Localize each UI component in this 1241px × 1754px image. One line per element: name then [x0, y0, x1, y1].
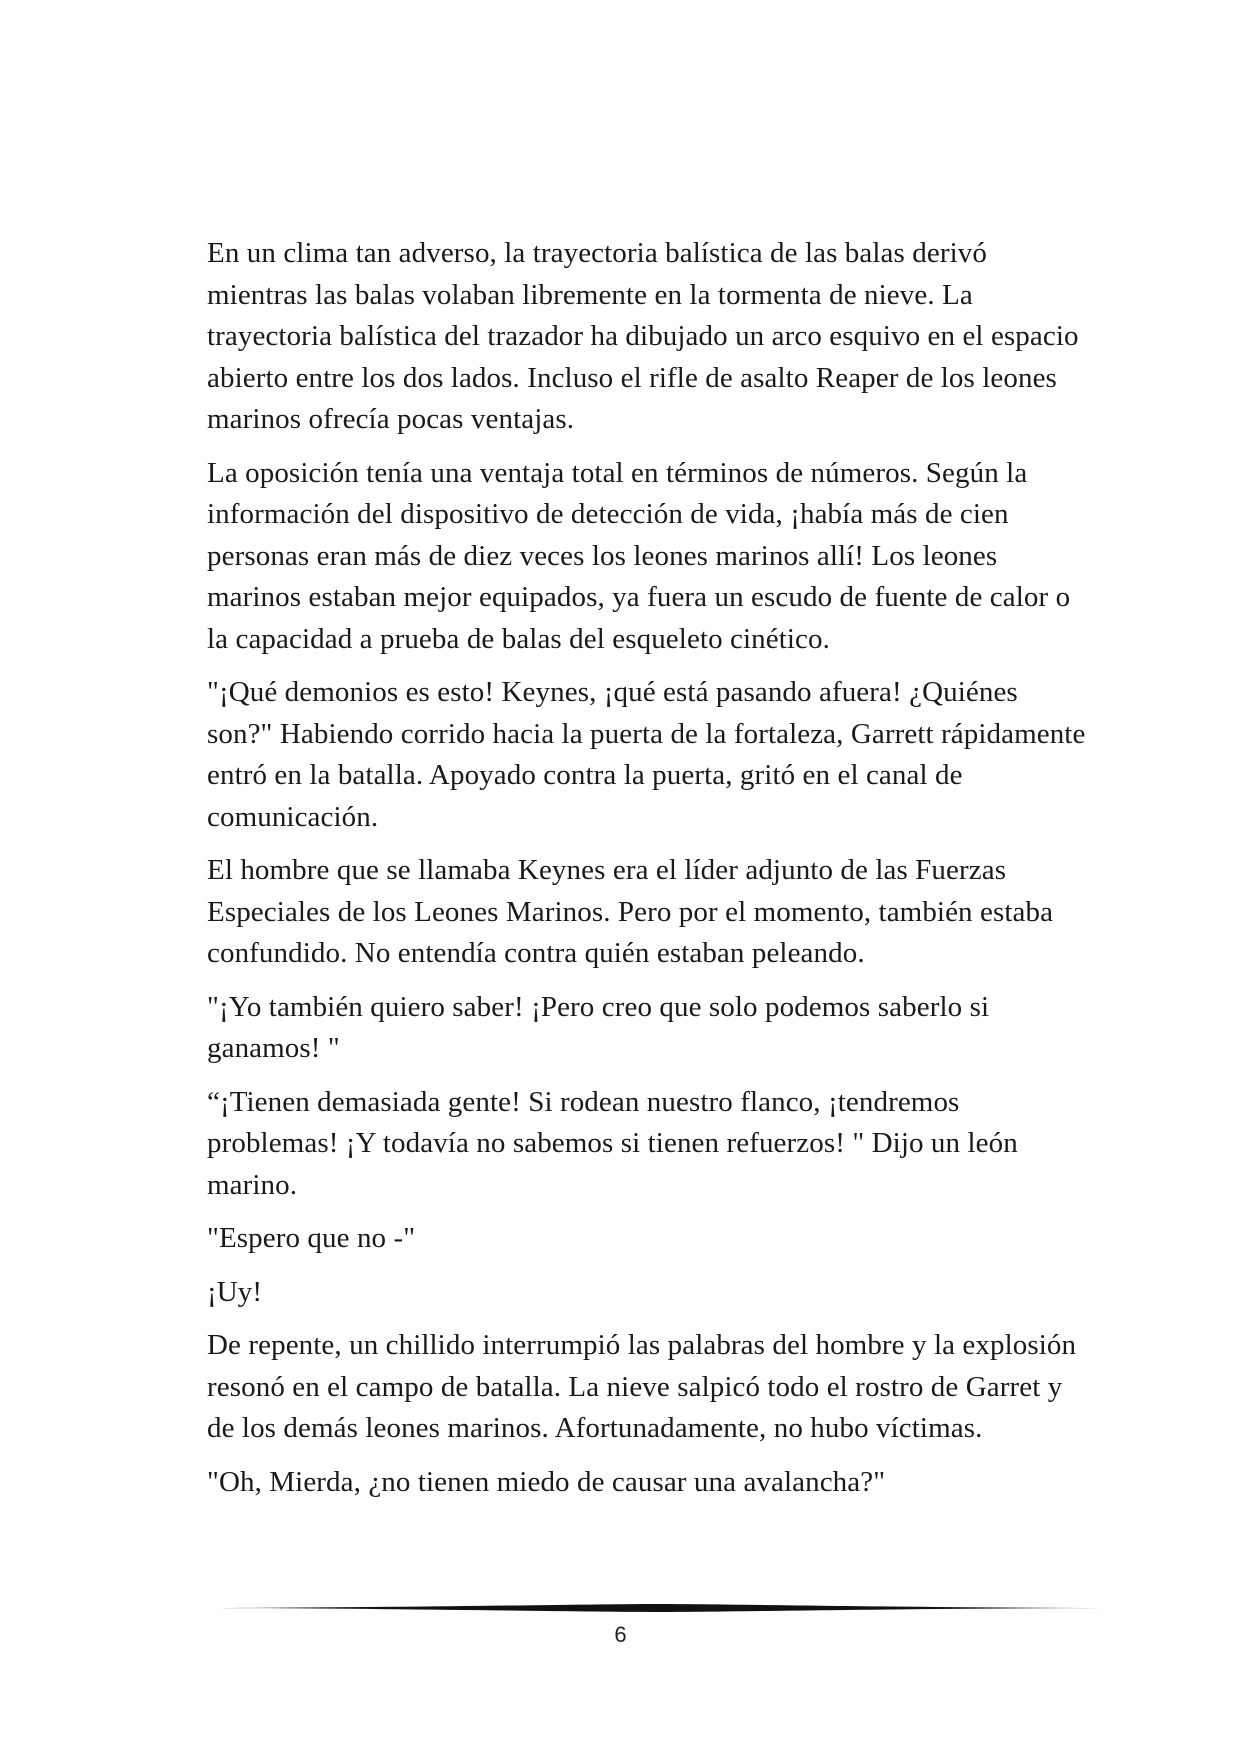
paragraph-8: ¡Uy!	[207, 1275, 263, 1308]
paragraph-2: La oposición tenía una ventaja total en términos de números. Según la información del dispositivo de detección de vida, ¡había más de cien personas eran más de diez veces los leones marinos allí! Los leones marinos estaban mejor equipados, ya fuera un escudo de fuente de calor o la capacidad a prueba de balas del esqueleto cinético.	[207, 456, 1071, 655]
paragraph-9: De repente, un chillido interrumpió las palabras del hombre y la explosión resonó en el campo de batalla. La nieve salpicó todo el rostro de Garret y de los demás leones marinos. Afortunadamente, no hubo víctimas.	[207, 1329, 1077, 1444]
paragraph-6: “¡Tienen demasiada gente! Si rodean nuestro flanco, ¡tendremos problemas! ¡Y todavía no sabemos si tienen refuerzos! " Dijo un león marino.	[207, 1085, 1018, 1201]
paragraph-10: "Oh, Mierda, ¿no tienen miedo de causar una avalancha?"	[207, 1465, 886, 1498]
paragraph-4: El hombre que se llamaba Keynes era el líder adjunto de las Fuerzas Especiales de los Leones Marinos. Pero por el momento, también estaba confundido. No entendía contra quién estaban peleando.	[207, 854, 1054, 969]
page-number: 6	[614, 1622, 627, 1647]
paragraph-5: "¡Yo también quiero saber! ¡Pero creo que solo podemos saberlo si ganamos! "	[207, 990, 990, 1064]
footer-divider	[206, 1602, 1103, 1614]
paragraph-1: En un clima tan adverso, la trayectoria balística de las balas derivó mientras las balas volaban libremente en la tormenta de nieve. La trayectoria balística del trazador ha dibujado un arco esquivo en el espacio abierto entre los dos lados. Incluso el rifle de asalto Reaper de los leones marinos ofrecía pocas ventajas.	[207, 237, 1079, 435]
page-body	[207, 233, 1087, 1515]
paragraph-7: "Espero que no -"	[207, 1222, 416, 1254]
paragraph-3: "¡Qué demonios es esto! Keynes, ¡qué está pasando afuera! ¿Quiénes son?" Habiendo corrido hacia la puerta de la fortaleza, Garrett rápidamente entró en la batalla. Apoyado contra la puerta, gritó en el canal de comunicación.	[207, 676, 1086, 833]
